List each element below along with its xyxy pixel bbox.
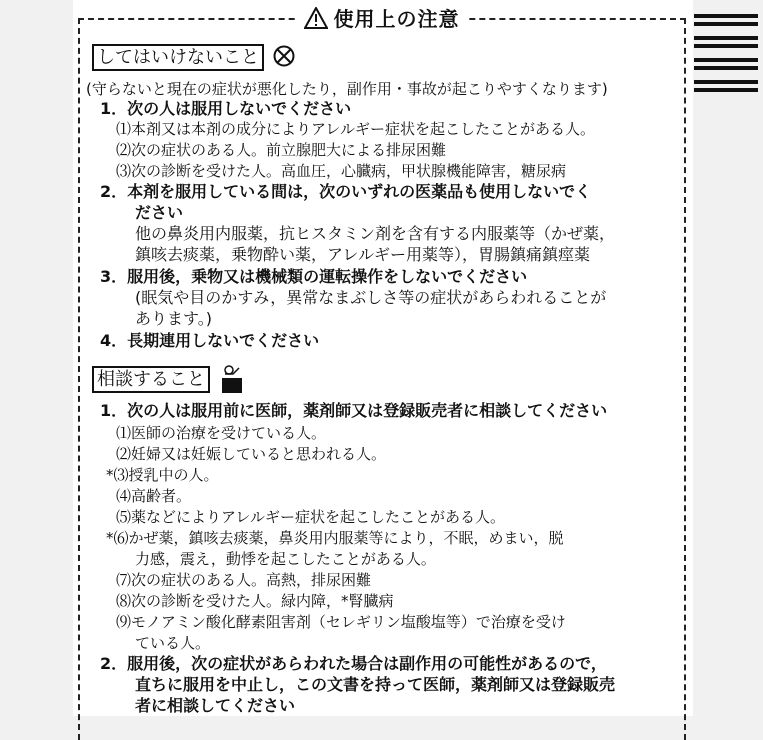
text-line: 3．服用後，乗物又は機械類の運転操作をしないでください [100, 267, 528, 286]
text-line: (眠気や目のかすみ，異常なまぶしさ等の症状があらわれることが [135, 288, 607, 307]
page-title [296, 3, 468, 32]
title-text: 使用上の注意 [333, 7, 460, 31]
title-bar [0, 3, 763, 32]
text-line: ⑷高齢者。 [116, 487, 192, 505]
text-line: 4．長期連用しないでください [100, 331, 320, 350]
text-line: ⑴本剤又は本剤の成分によりアレルギー症状を起こしたことがある人。 [116, 120, 596, 138]
text-line: ている人。 [135, 634, 211, 652]
text-line: *⑹かぜ薬，鎮咳去痰薬，鼻炎用内服薬等により，不眠，めまい，脱 [106, 529, 564, 547]
section-dont-label: してはいけないこと [92, 44, 264, 71]
section-consult-label: 相談すること [92, 366, 210, 393]
text-line: ⑶次の診断を受けた人。高血圧，心臓病，甲状腺機能障害，糖尿病 [116, 162, 567, 180]
text-line: あります。) [135, 309, 212, 328]
prohibited-icon [273, 45, 295, 67]
text-line: 2．本剤を服用している間は，次のいずれの医薬品も使用しないでく [100, 182, 592, 201]
text-line: 他の鼻炎用内服薬，抗ヒスタミン剤を含有する内服薬等（かぜ薬， [135, 224, 616, 243]
text-line: 力感，震え，動悸を起こしたことがある人。 [135, 550, 436, 568]
text-line: ⑴医師の治療を受けている人。 [116, 424, 327, 442]
text-line: ⑺次の症状のある人。高熱，排尿困難 [116, 571, 372, 589]
text-line: ⑻次の診断を受けた人。緑内障，*腎臓病 [116, 592, 394, 610]
warning-icon [304, 7, 328, 29]
text-line: ださい [135, 203, 184, 222]
section-dont-heading [92, 44, 295, 71]
text-line: 鎮咳去痰薬，乗物酔い薬，アレルギー用薬等），胃腸鎮痛鎮痙薬 [135, 245, 590, 264]
text-line: 者に相談してください [135, 696, 296, 715]
text-line: ⑵次の症状のある人。前立腺肥大による排尿困難 [116, 141, 447, 159]
edge-stripes [694, 14, 758, 96]
section-consult-heading [92, 364, 245, 394]
text-line: ⑸薬などによりアレルギー症状を起こしたことがある人。 [116, 508, 506, 526]
text-line: 2．服用後，次の症状があらわれた場合は副作用の可能性があるので， [100, 654, 607, 673]
text-line: 直ちに服用を中止し，この文書を持って医師，薬剤師又は登録販売 [135, 675, 616, 694]
text-line: ⑵妊婦又は妊娠していると思われる人。 [116, 445, 387, 463]
text-line: 1．次の人は服用しないでください [100, 99, 352, 118]
text-line: *⑶授乳中の人。 [106, 466, 219, 484]
text-line: 1．次の人は服用前に医師，薬剤師又は登録販売者に相談してください [100, 401, 608, 420]
consult-person-icon [219, 364, 245, 394]
text-line: ⑼モノアミン酸化酵素阻害剤（セレギリン塩酸塩等）で治療を受け [116, 613, 566, 631]
text-line: (守らないと現在の症状が悪化したり，副作用・事故が起こりやすくなります) [86, 80, 608, 98]
